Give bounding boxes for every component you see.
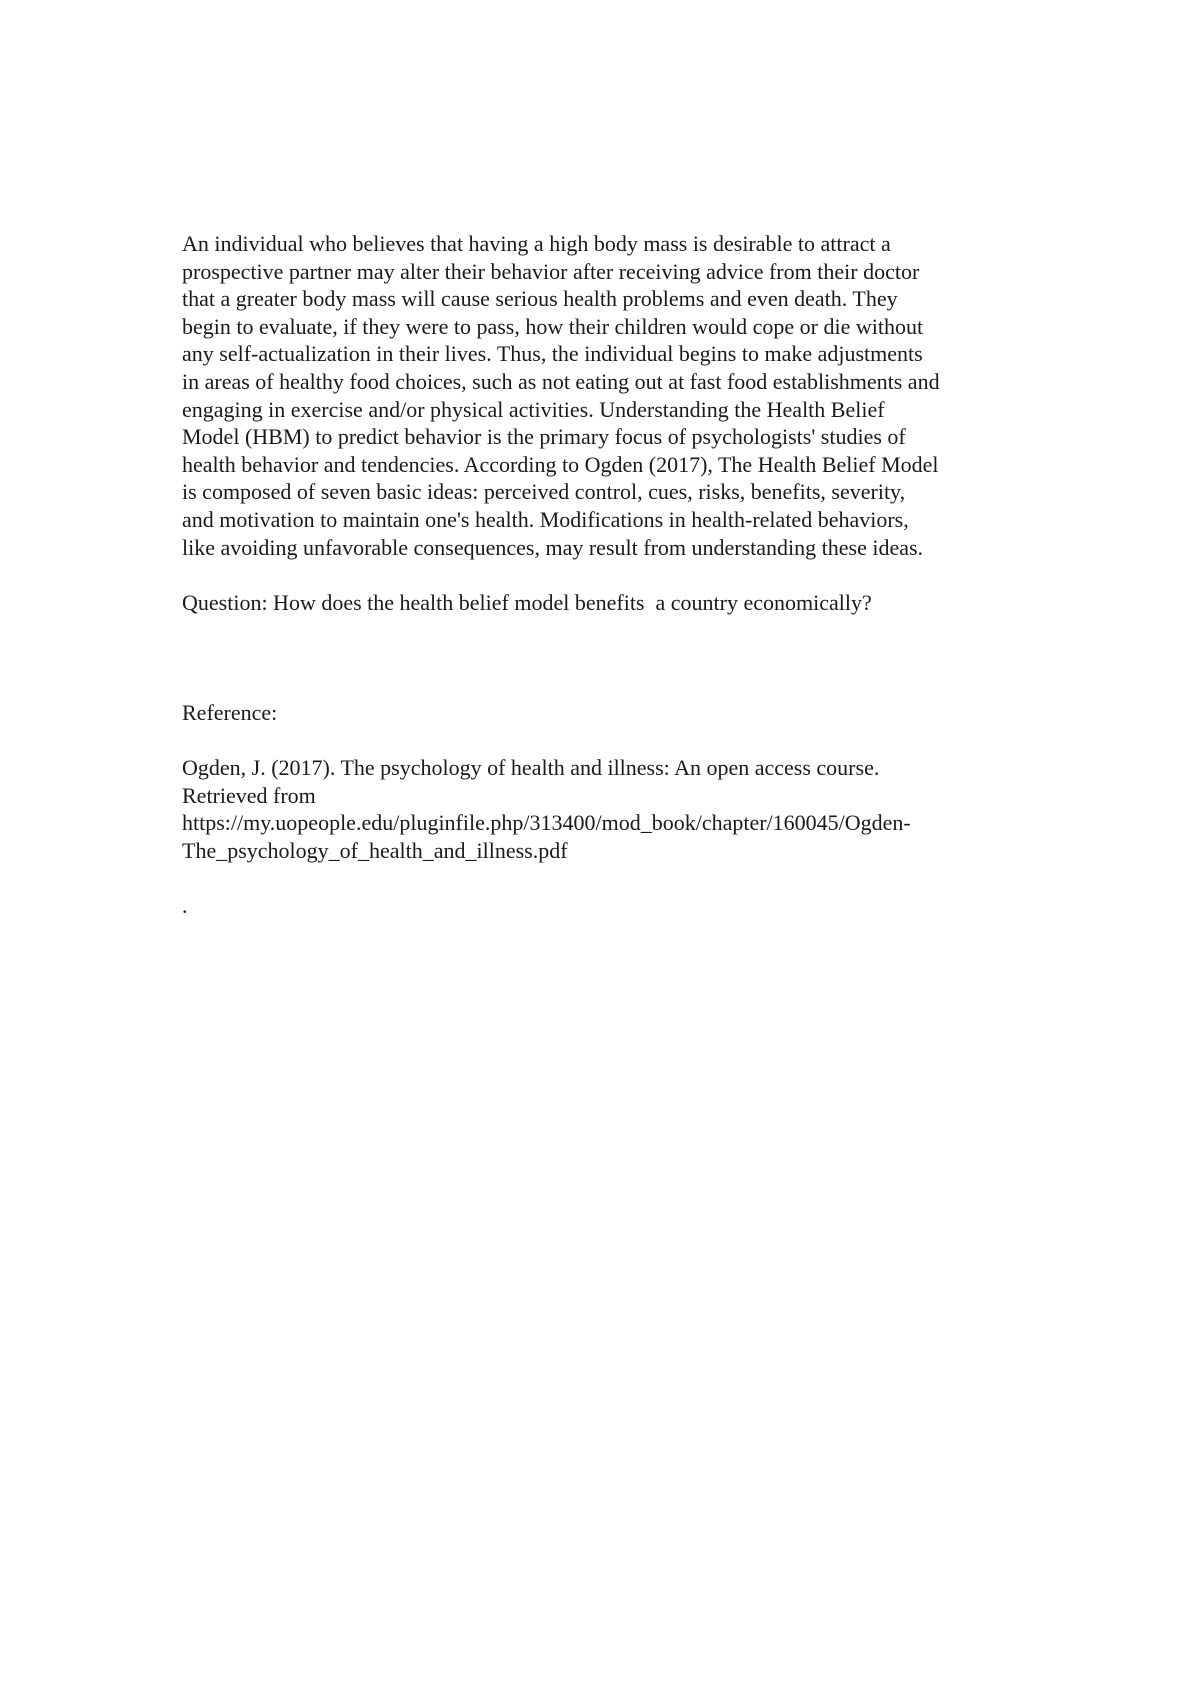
paragraph-line: in areas of healthy food choices, such as not eating out at fast food establishments and [182, 368, 940, 394]
paragraph-line: Model (HBM) to predict behavior is the primary focus of psychologists' studies of [182, 424, 906, 450]
reference-entry [182, 754, 1042, 864]
paragraph-line: health behavior and tendencies. According to Ogden (2017), The Health Belief Model [182, 451, 939, 477]
body-paragraph [182, 230, 1042, 561]
paragraph-line: engaging in exercise and/or physical activities. Understanding the Health Belief [182, 396, 885, 422]
question-text: Question: How does the health belief model benefits a country economically? [182, 589, 872, 615]
reference-heading: Reference: [182, 700, 278, 726]
paragraph-line: that a greater body mass will cause serious health problems and even death. They [182, 286, 898, 312]
paragraph-line: any self-actualization in their lives. Thus, the individual begins to make adjustments [182, 341, 923, 367]
reference-line: Ogden, J. (2017). The psychology of health and illness: An open access course. [182, 755, 880, 781]
paragraph-line: An individual who believes that having a high body mass is desirable to attract a [182, 231, 891, 256]
reference-line: Retrieved from [182, 782, 316, 808]
reference-url-line: https://my.uopeople.edu/pluginfile.php/313400/mod_book/chapter/160045/Ogden- [182, 810, 911, 836]
paragraph-line: prospective partner may alter their behavior after receiving advice from their doctor [182, 258, 920, 284]
paragraph-line: begin to evaluate, if they were to pass, how their children would cope or die without [182, 313, 924, 339]
paragraph-line: is composed of seven basic ideas: perceived control, cues, risks, benefits, severity, [182, 479, 906, 505]
trailing-period: . [182, 893, 188, 919]
paragraph-line: and motivation to maintain one's health. Modifications in health-related behaviors, [182, 506, 909, 532]
document-body [182, 230, 1042, 920]
reference-url-line: The_psychology_of_health_and_illness.pdf [182, 838, 568, 864]
paragraph-line: like avoiding unfavorable consequences, may result from understanding these ideas. [182, 534, 924, 560]
